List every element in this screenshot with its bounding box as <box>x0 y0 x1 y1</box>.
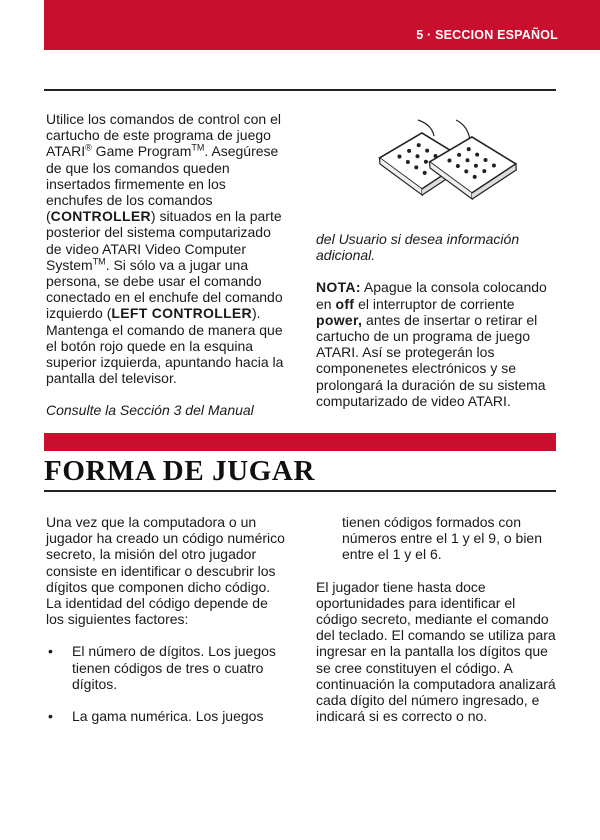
list-item-text: El número de dígitos. Los juegos tienen códigos de tres o cuatro dígitos. <box>72 643 276 692</box>
consult-text-end: del Usuario si desea información adicional. <box>316 231 520 264</box>
intro-text-3: . Asegúrese de que los comandos queden insertados firmemente en los enchufes de los comandos ( <box>46 143 279 225</box>
list-item-text: La gama numérica. Los juegos <box>72 708 264 725</box>
note-paragraph <box>316 279 556 409</box>
trademark-mark: TM <box>92 256 106 267</box>
controller-term: CONTROLLER <box>50 208 151 225</box>
list-item <box>46 643 286 692</box>
attempts-paragraph: El jugador tiene hasta doce oportunidades para identificar el código secreto, mediante el comando del teclado. El comando se utiliza para ingresar en la pantalla los dígitos que se cree constituyen el código. A continuación la computadora analizará cada dígito del número ingresado, e indicará si es correcto o no. <box>316 578 556 725</box>
top-rule <box>44 89 556 91</box>
factor-list <box>46 643 286 724</box>
registered-mark: ® <box>85 142 92 153</box>
left-controller-term: LEFT CONTROLLER <box>111 305 252 322</box>
intro-left-column <box>46 111 286 419</box>
section-label: 5 · SECCION ESPAÑOL <box>416 28 558 42</box>
section-title: FORMA DE JUGAR <box>44 455 315 487</box>
intro-right-column <box>316 231 556 409</box>
list-item <box>46 708 286 724</box>
intro-text-4: ) situados en la parte posterior del sistema computarizado de video ATARI Video Computer System <box>46 208 282 273</box>
power-term: power, <box>316 311 363 328</box>
keyboard-controllers-icon <box>372 118 520 200</box>
header-band <box>44 0 600 50</box>
note-text-1: Apague la consola colocando en <box>316 279 547 312</box>
section-bar <box>44 433 556 451</box>
play-paragraph: Una vez que la computadora o un jugador ha creado un código numérico secreto, la misión del otro jugador consiste en identificar o descubrir los dígitos que componen dicho código. La identidad del código depende de los siguientes factores: <box>46 514 285 628</box>
section-rule <box>44 490 556 492</box>
bullet-icon: • <box>48 643 53 660</box>
intro-text-5: . Si sólo va a jugar una persona, se debe usar el comando conectado en el enchufe del comando izquierdo ( <box>46 256 283 322</box>
off-term: off <box>335 295 355 312</box>
range-continuation: tienen códigos formados con números entre el 1 y el 9, o bien entre el 1 y el 6. <box>342 514 543 563</box>
bullet-icon: • <box>48 708 53 725</box>
play-right-column <box>316 514 556 724</box>
play-left-column <box>46 514 286 740</box>
intro-text-1: Utilice los comandos de control con el cartucho de este programa de juego ATARI <box>46 111 282 160</box>
note-text-3: antes de insertar o retirar el cartucho de un programa de juego ATARI. Así se protegerán los componenetes electrónicos y se prolongará la duración de su sistema computarizado de video ATARI. <box>316 311 546 409</box>
consult-text-start: Consulte la Sección 3 del Manual <box>46 402 254 419</box>
intro-text-2: Game Program <box>91 143 192 160</box>
intro-paragraph <box>46 111 286 386</box>
trademark-mark: TM <box>191 142 205 153</box>
note-text-2: el interruptor de corriente <box>354 295 515 312</box>
intro-text-6: ). Mantenga el comando de manera que el botón rojo quede en la esquina superior izquierda, apuntando hacia la pantalla del televisor. <box>46 305 284 387</box>
note-label: NOTA: <box>316 279 361 296</box>
